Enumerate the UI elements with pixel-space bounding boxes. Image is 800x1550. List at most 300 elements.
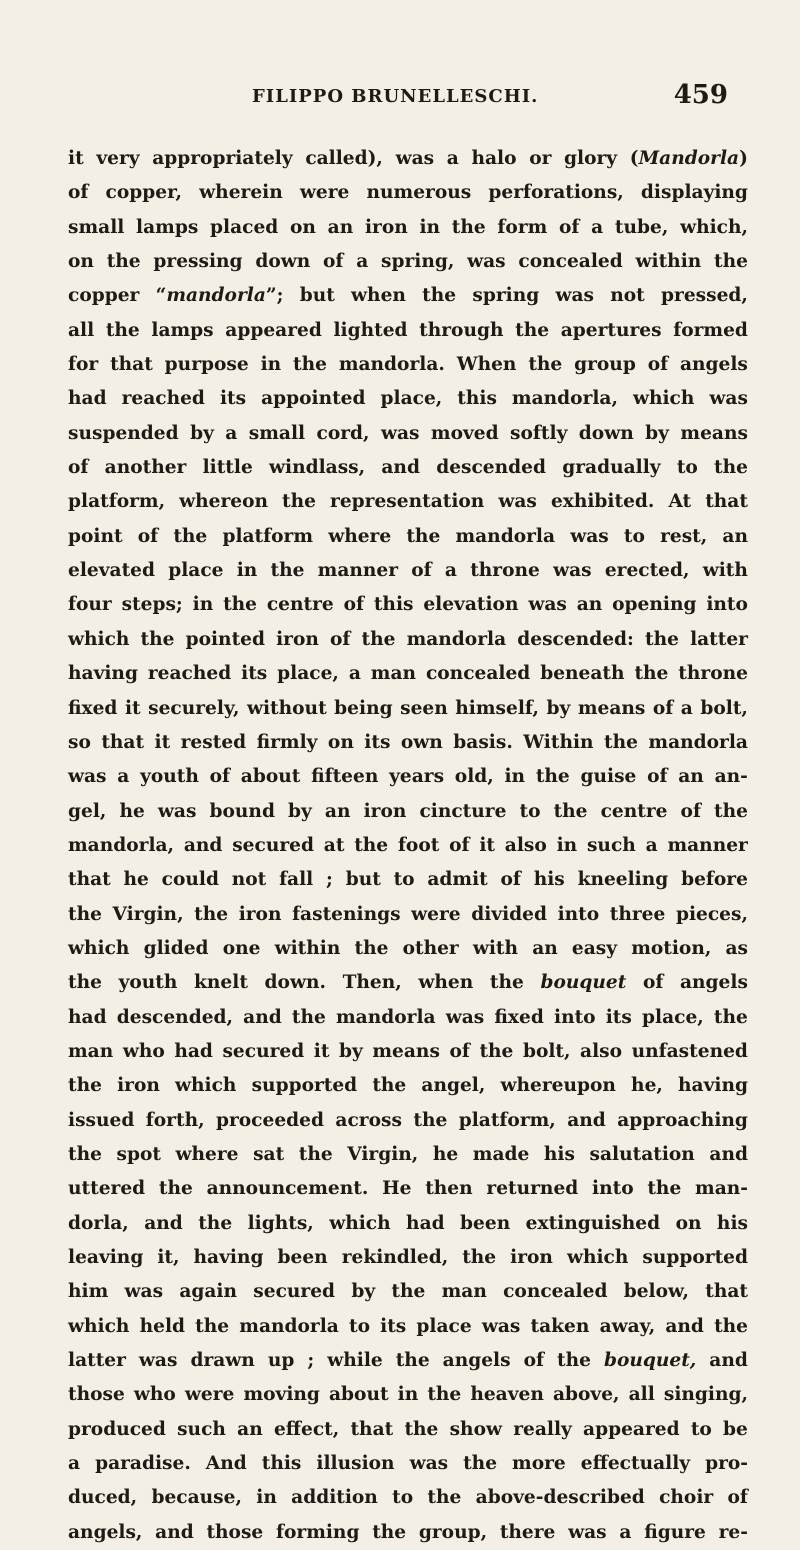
word: salutation [589, 1143, 695, 1165]
word: fifteen [311, 766, 379, 788]
word: above, [552, 1384, 620, 1406]
word: before [681, 869, 748, 891]
word: but [299, 285, 335, 307]
word: the [173, 525, 208, 547]
word: in [260, 354, 282, 376]
word: it [313, 1040, 330, 1062]
word: of [411, 560, 432, 582]
word: of [647, 766, 668, 788]
word: the [291, 1006, 326, 1028]
word: such [586, 834, 636, 856]
word: an [576, 594, 603, 616]
word: with [472, 937, 519, 959]
word: made [472, 1143, 530, 1165]
text-line [68, 1001, 748, 1035]
word-group [156, 279, 284, 313]
word: beneath [540, 663, 625, 685]
word: of [330, 628, 351, 650]
word: had [406, 1212, 445, 1234]
word: platform [222, 525, 314, 547]
word: across [335, 1109, 402, 1131]
word: bouquet, [603, 1350, 697, 1372]
text-line [68, 451, 748, 485]
word: to [348, 1315, 370, 1337]
word: the [422, 285, 457, 307]
word: angels [442, 1350, 511, 1372]
word: centre [600, 800, 668, 822]
word: this [373, 594, 414, 616]
word: angels [679, 972, 748, 994]
word: an [722, 525, 748, 547]
word: the [535, 766, 570, 788]
word: which, [680, 216, 748, 238]
word: to [676, 457, 698, 479]
text-line [68, 211, 748, 245]
word: kneeling [577, 869, 669, 891]
text-line [68, 1344, 748, 1378]
word: Then, [342, 972, 402, 994]
word: heaven [470, 1384, 544, 1406]
word: a [645, 834, 658, 856]
word: its [380, 1315, 407, 1337]
text-line [68, 1104, 748, 1138]
word: and [155, 1521, 194, 1543]
word: which [68, 628, 130, 650]
word: of [68, 182, 89, 204]
word: fixed [68, 697, 118, 719]
word: without [246, 697, 327, 719]
word: its [241, 663, 268, 685]
word: the [372, 1075, 407, 1097]
word: descended, [116, 1006, 234, 1028]
word: within [635, 251, 702, 273]
word: more [512, 1453, 566, 1475]
word: mandorla [455, 525, 556, 547]
word: supported [251, 1075, 358, 1097]
word: been [460, 1212, 511, 1234]
word: the [713, 1006, 748, 1028]
text-line [68, 1413, 748, 1447]
word: pressed, [661, 285, 748, 307]
word: mandorla [336, 1006, 436, 1028]
word: one [222, 937, 261, 959]
word: place [416, 1315, 472, 1337]
word: supported [642, 1247, 748, 1268]
word: pointed [185, 628, 265, 650]
word: tube, [614, 216, 669, 238]
word: by [190, 422, 214, 444]
word: it [68, 148, 84, 169]
word: appeared [225, 319, 322, 341]
word: he [432, 1143, 459, 1165]
word: displaying [640, 182, 748, 204]
word: platform, [458, 1109, 556, 1131]
word: latter [68, 1350, 126, 1372]
word: the [293, 354, 327, 376]
word: that [110, 354, 153, 376]
word: formed [673, 319, 748, 341]
text-line [68, 417, 748, 451]
word: of [559, 216, 580, 238]
word: he [119, 800, 145, 822]
word: at [323, 834, 345, 856]
word: its [219, 388, 247, 410]
word: form [497, 216, 548, 238]
word: old, [454, 766, 494, 788]
word: purpose [164, 354, 249, 376]
word: his [533, 869, 565, 891]
word: the [427, 1384, 462, 1406]
word: elevation [423, 594, 519, 616]
word: opening [612, 594, 697, 616]
word: again [179, 1281, 238, 1303]
word: when [418, 972, 474, 994]
word: an- [714, 766, 748, 788]
word: for [68, 354, 99, 376]
word: bound [209, 800, 275, 822]
text-line [68, 485, 748, 519]
word: spring [472, 285, 540, 307]
text-line [68, 382, 748, 416]
body-text [68, 142, 748, 1550]
text-line [68, 657, 748, 691]
word: was [481, 1315, 521, 1337]
word: a [348, 663, 361, 685]
word: four [68, 594, 112, 616]
word: and [567, 1109, 606, 1131]
word: mandorla [239, 1315, 339, 1337]
word: he [123, 869, 149, 891]
word: admit [427, 869, 488, 891]
word: forming [276, 1521, 360, 1543]
word: the [68, 1143, 102, 1165]
word: been [277, 1247, 328, 1268]
word: the [413, 1109, 448, 1131]
word: angels [679, 354, 748, 376]
word: man [370, 663, 417, 685]
word: addition [291, 1487, 378, 1509]
word: in [256, 1487, 277, 1509]
word: choir [659, 1487, 714, 1509]
word: steps; [121, 594, 183, 616]
word: the [645, 628, 679, 650]
word: in [419, 216, 441, 238]
word: the [270, 560, 305, 582]
word: the [68, 903, 102, 925]
word: rekindled, [341, 1247, 449, 1268]
word: and [144, 1212, 183, 1234]
text-line [68, 863, 748, 897]
word: throne [470, 560, 540, 582]
word: to [392, 1487, 414, 1509]
word: a [68, 1453, 81, 1475]
word: lamps [151, 319, 214, 341]
word: because, [151, 1487, 242, 1509]
word: into [706, 594, 748, 616]
word: duced, [68, 1487, 138, 1509]
word: descended: [517, 628, 634, 650]
word: of [647, 354, 669, 376]
word: of [642, 972, 664, 994]
word: “ [155, 285, 167, 307]
word: that [705, 1281, 748, 1303]
word-group [630, 142, 748, 176]
word: Within [523, 731, 594, 753]
word: very [96, 148, 140, 169]
word: not [610, 285, 645, 307]
word: means [680, 422, 748, 444]
word: reached [147, 663, 232, 685]
word: to [690, 1418, 712, 1440]
word: whereon [179, 491, 268, 513]
word: years [389, 766, 445, 788]
word: copper, [105, 182, 183, 204]
word: produced [68, 1418, 166, 1440]
word: platform, [68, 491, 166, 513]
text-line [68, 520, 748, 554]
word: by [288, 800, 312, 822]
word: perforations, [488, 182, 624, 204]
word: ; [307, 1350, 315, 1372]
word: point [68, 525, 123, 547]
word: were [411, 903, 461, 925]
word: pressing [153, 251, 243, 273]
word: it [479, 834, 495, 856]
word: a [117, 766, 130, 788]
word: was [395, 148, 435, 169]
word: cincture [419, 800, 507, 822]
word: approaching [617, 1109, 748, 1131]
word: be [723, 1418, 748, 1440]
word: could [161, 869, 219, 891]
word: Virgin, [112, 903, 184, 925]
word: glided [143, 937, 209, 959]
word: into [592, 1178, 634, 1200]
word: the [489, 972, 524, 994]
word: uttered [68, 1178, 146, 1200]
word: mandorla. [338, 354, 445, 376]
word: as [725, 937, 748, 959]
word: effect, [273, 1418, 340, 1440]
word: Mandorla [638, 148, 740, 169]
word: easy [571, 937, 618, 959]
word: motion, [631, 937, 712, 959]
word: the [553, 800, 588, 822]
text-line [68, 142, 748, 176]
word: He [382, 1178, 412, 1200]
text-line [68, 554, 748, 588]
word: lights, [247, 1212, 314, 1234]
word: up [267, 1350, 295, 1372]
word: group [574, 354, 636, 376]
word: was [409, 1453, 449, 1475]
word: latter [690, 628, 748, 650]
word: all [628, 1384, 655, 1406]
word: this [457, 388, 497, 410]
word: the [391, 1281, 426, 1303]
word: When [456, 354, 517, 376]
word: concealed [425, 663, 531, 685]
word: who [122, 1040, 165, 1062]
word: place, [642, 1006, 704, 1028]
word: the [462, 1247, 497, 1268]
word: was [445, 1006, 485, 1028]
word: the [198, 1212, 233, 1234]
word: man [68, 1040, 114, 1062]
text-line [68, 176, 748, 210]
text-line [68, 932, 748, 966]
word: spring, [381, 251, 455, 273]
word: also [580, 1040, 623, 1062]
word: those [206, 1521, 264, 1543]
text-line [68, 245, 748, 279]
word: by [351, 1281, 376, 1303]
word: foot [397, 834, 440, 856]
word: the [223, 594, 258, 616]
word: of [449, 1040, 470, 1062]
word: iron [117, 1075, 160, 1097]
word: place [168, 560, 224, 582]
word: the [714, 251, 748, 273]
word: seen [400, 697, 448, 719]
word: which [329, 1212, 391, 1234]
word: a [680, 697, 693, 719]
word: leaving [68, 1247, 144, 1268]
word: a [444, 560, 457, 582]
text-line [68, 314, 748, 348]
word: and [709, 1143, 748, 1165]
word: having [193, 1247, 264, 1268]
word: three [609, 903, 666, 925]
word: was [68, 766, 107, 788]
word: the [528, 354, 563, 376]
word: mandorla, [511, 388, 618, 410]
word: fixed [494, 1006, 544, 1028]
text-line [68, 1310, 748, 1344]
word: really [513, 1418, 572, 1440]
word: lighted [333, 319, 408, 341]
word: where [328, 525, 392, 547]
text-line [68, 623, 748, 657]
word: erected, [604, 560, 690, 582]
word: down [578, 422, 634, 444]
word: was [709, 388, 748, 410]
word: the [195, 1315, 230, 1337]
word: the [714, 1315, 748, 1337]
word: into [557, 903, 600, 925]
word: him [68, 1281, 109, 1303]
word: the [604, 731, 638, 753]
word: in [236, 560, 258, 582]
word: of [449, 834, 470, 856]
word: of [323, 251, 344, 273]
word: small [68, 216, 125, 238]
word: small [248, 422, 306, 444]
word: were [299, 182, 350, 204]
word: bolt, [700, 697, 748, 719]
word: iron [363, 800, 407, 822]
text-line [68, 1241, 748, 1275]
word: youth [118, 972, 178, 994]
word: the [479, 1040, 514, 1062]
word: means [372, 1040, 440, 1062]
word: to [519, 800, 541, 822]
word: was [568, 1521, 607, 1543]
word: a [619, 1521, 632, 1543]
word: manner [667, 834, 748, 856]
word: through [419, 319, 504, 341]
word: gradually [562, 457, 661, 479]
word: the [714, 800, 748, 822]
text-line [68, 1172, 748, 1206]
text-line [68, 588, 748, 622]
word: was [553, 560, 592, 582]
word: the [106, 251, 141, 273]
word: a [356, 251, 369, 273]
word: was [380, 422, 420, 444]
word: whereupon [500, 1075, 616, 1097]
word: that [350, 1418, 394, 1440]
word: into [554, 1006, 596, 1028]
word: was [570, 525, 609, 547]
text-line [68, 1035, 748, 1069]
word: of [68, 457, 89, 479]
word: of [500, 869, 521, 891]
word: by [339, 1040, 363, 1062]
text-line [68, 760, 748, 794]
word: fall [279, 869, 314, 891]
word: down. [264, 972, 326, 994]
word: place, [277, 663, 339, 685]
word: on [68, 251, 94, 273]
word: copper [68, 285, 140, 307]
word: being [334, 697, 393, 719]
word: about [329, 1384, 389, 1406]
word: an [324, 800, 351, 822]
word: ; [326, 869, 333, 891]
word: secured [253, 1281, 336, 1303]
word: iron [238, 903, 282, 925]
word: had [68, 1006, 107, 1028]
word: another [104, 457, 187, 479]
text-line [68, 1447, 748, 1481]
word: held [139, 1315, 186, 1337]
word: paradise. [95, 1453, 191, 1475]
word: having [68, 663, 138, 685]
word: issued [68, 1109, 135, 1131]
word: all [68, 319, 95, 341]
word: softly [510, 422, 568, 444]
running-head: FILIPPO BRUNELLESCHI. [252, 86, 539, 107]
word: bouquet [540, 972, 627, 994]
word: an [327, 216, 354, 238]
word: concealed [503, 1281, 608, 1303]
word: throne [678, 663, 748, 685]
word: proceeded [215, 1109, 324, 1131]
word: to [623, 525, 645, 547]
word: had [68, 388, 107, 410]
word: in [192, 594, 214, 616]
word: numerous [366, 182, 472, 204]
word: was [467, 251, 506, 273]
word: away, [599, 1315, 656, 1337]
page-number: 459 [673, 80, 728, 110]
word: drawn [190, 1350, 255, 1372]
word: it [124, 697, 141, 719]
text-line [68, 1481, 748, 1515]
word: the [354, 937, 389, 959]
word: lamps [136, 216, 199, 238]
